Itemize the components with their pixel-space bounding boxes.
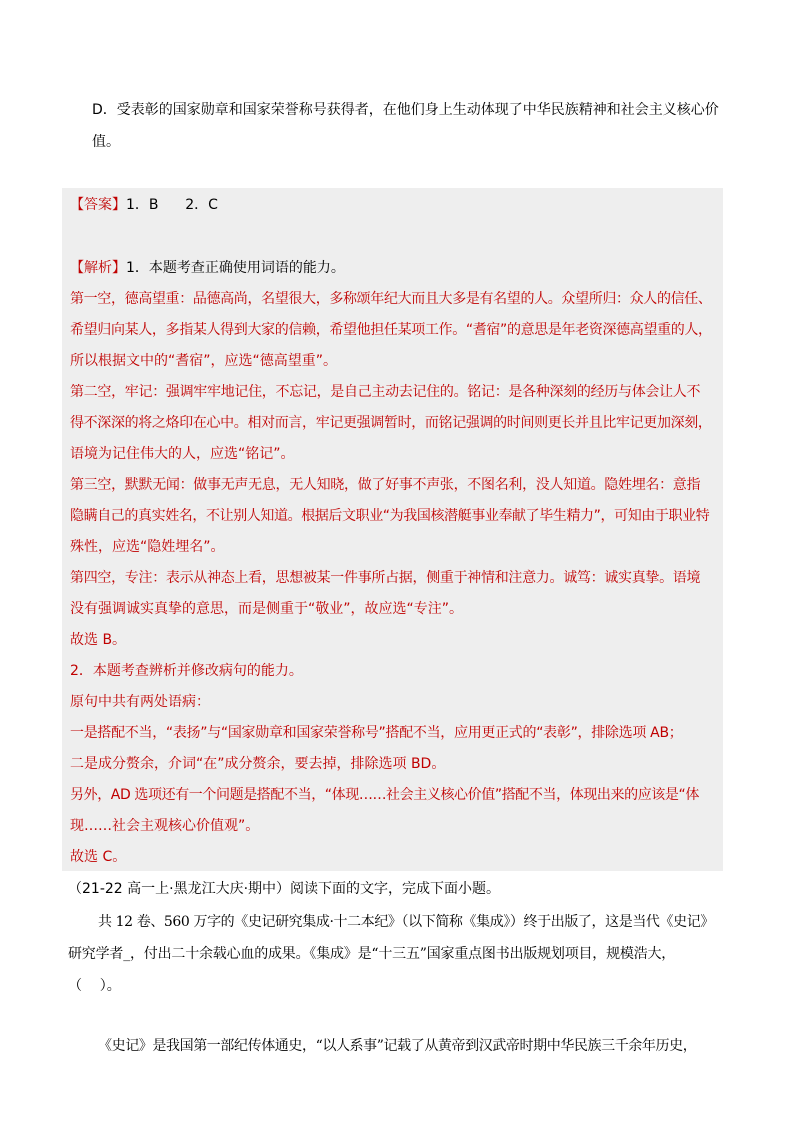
analysis-line-2: 希望归向某人，多指某人得到大家的信赖，希望他担任某项工作。“耆宿”的意思是年老资深德高望重的人， xyxy=(70,322,712,338)
analysis-line-10: 第四空，专注：表示从神态上看，思想被某一件事所占据，侧重于神情和注意力。诚笃：诚实真挚。语境 xyxy=(70,570,701,586)
passage-line-2: 研究学者_，付出二十余载心血的成果。《集成》是“十三五”国家重点图书出版规划项目，规模浩大， xyxy=(68,946,676,962)
option-d-line2: 值。 xyxy=(92,134,120,150)
analysis-tag: 【解析】 xyxy=(70,260,126,276)
analysis-line-3: 所以根据文中的“耆宿”，应选“德高望重”。 xyxy=(70,353,338,369)
analysis-line-13: 2．本题考查辨析并修改病句的能力。 xyxy=(70,663,303,679)
analysis-line-7: 第三空，默默无闻：做事无声无息，无人知晓，做了好事不声张，不图名利，没人知道。隐姓埋名：意指 xyxy=(70,477,701,493)
analysis-line-9: 殊性，应选“隐姓埋名”。 xyxy=(70,539,225,555)
analysis-line-19: 故选 C。 xyxy=(70,849,127,865)
answer-text: 1．B 2．C xyxy=(126,197,218,213)
analysis-line-5: 得不深深的将之烙印在心中。相对而言，牢记更强调暂时，而铭记强调的时间则更长并且比牢记更加深刻， xyxy=(70,415,712,431)
analysis-line-16: 二是成分赘余，介词“在”成分赘余，要去掉，排除选项 BD。 xyxy=(70,756,446,772)
passage-line-4: 《史记》是我国第一部纪传体通史，“以人系事”记载了从黄帝到汉武帝时期中华民族三千余年历史， xyxy=(98,1038,697,1054)
option-d-line1: D．受表彰的国家勋章和国家荣誉称号获得者，在他们身上生动体现了中华民族精神和社会主义核心价 xyxy=(92,102,719,118)
analysis-line-11: 没有强调诚实真挚的意思，而是侧重于“敬业”，故应选“专注”。 xyxy=(70,601,464,617)
analysis-line-12: 故选 B。 xyxy=(70,632,127,648)
analysis-line-17: 另外，AD 选项还有一个问题是搭配不当，“体现……社会主义核心价值”搭配不当，体现出来的应该是“体 xyxy=(70,787,699,803)
analysis-head: 1．本题考查正确使用词语的能力。 xyxy=(126,260,345,276)
analysis-line-14: 原句中共有两处语病： xyxy=(70,694,210,710)
question-source: （21-22 高一上·黑龙江大庆·期中）阅读下面的文字，完成下面小题。 xyxy=(68,881,501,897)
answer-line xyxy=(70,195,218,215)
analysis-line-8: 隐瞒自己的真实姓名，不让别人知道。根据后文职业“为我国核潜艇事业奉献了毕生精力”，可知由于职业特 xyxy=(70,508,710,524)
analysis-head-line xyxy=(70,258,345,278)
analysis-line-15: 一是搭配不当，“表扬”与“国家勋章和国家荣誉称号”搭配不当，应用更正式的“表彰”，排除选项 AB； xyxy=(70,725,683,741)
answer-tag: 【答案】 xyxy=(70,197,126,213)
analysis-line-4: 第二空，牢记：强调牢牢地记住，不忘记，是自己主动去记住的。铭记：是各种深刻的经历与体会让人不 xyxy=(70,384,701,400)
analysis-line-18: 现……社会主观核心价值观”。 xyxy=(70,818,260,834)
analysis-line-6: 语境为记住伟大的人，应选“铭记”。 xyxy=(70,446,295,462)
passage-line-3: （ ）。 xyxy=(68,978,121,994)
passage-line-1: 共 12 卷、560 万字的《史记研究集成·十二本纪》（以下简称《集成》）终于出版了，这是当代《史记》 xyxy=(98,914,714,930)
analysis-line-1: 第一空，德高望重：品德高尚，名望很大，多称颂年纪大而且大多是有名望的人。众望所归：众人的信任、 xyxy=(70,291,712,307)
